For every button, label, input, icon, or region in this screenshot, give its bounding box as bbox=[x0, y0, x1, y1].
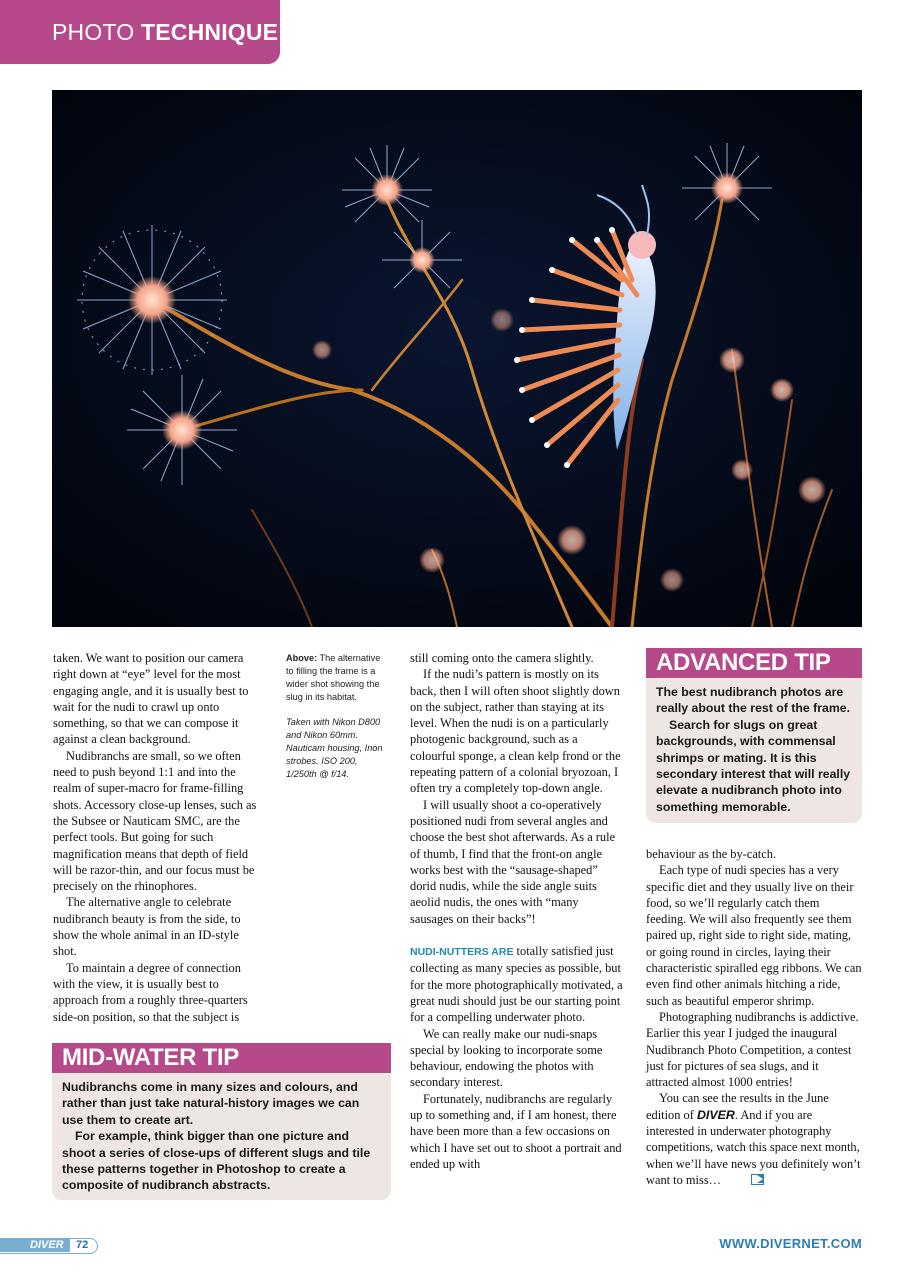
caption-lead: Above: bbox=[286, 653, 318, 663]
website-url[interactable]: WWW.DIVERNET.COM bbox=[719, 1236, 862, 1251]
tip-paragraph: The best nudibranch photos are really about the rest of the frame. bbox=[656, 685, 851, 716]
section-label-light: PHOTO bbox=[52, 19, 135, 45]
text-run: You can see the results in the June edition of bbox=[646, 1091, 829, 1122]
caption-text: The alternative to filling the frame is a wider shot showing the slug in its habitat. bbox=[286, 653, 381, 702]
section-kicker: NUDI-NUTTERS ARE bbox=[410, 946, 514, 959]
advanced-tip-title: ADVANCED TIP bbox=[646, 648, 862, 678]
magazine-name: DIVER bbox=[696, 1107, 735, 1122]
body-paragraph: Fortunately, nudibranchs are regularly up to something and, if I am honest, there have been more than a few occasions on which I have set out to shoot a portrait and ended up with bbox=[410, 1091, 622, 1171]
page-number: 72 bbox=[76, 1239, 89, 1251]
body-column-3 bbox=[410, 650, 625, 1172]
page-footer-tab bbox=[0, 1238, 98, 1254]
body-paragraph: We can really make our nudi-snaps special by looking to incorporate some behaviour, endowing the photos with secondary interest. bbox=[410, 1026, 603, 1090]
photo-caption bbox=[286, 652, 390, 781]
body-paragraph: The alternative angle to celebrate nudibranch beauty is from the side, to show the whole animal in an ID-style shot. bbox=[53, 895, 241, 959]
main-photo bbox=[52, 90, 862, 627]
body-paragraph: Nudibranchs are small, so we often need to push beyond 1:1 and into the realm of super-macro for frame-filling shots. Accessory close-up lenses, such as the Subsee or Nauticam SMC, are the perfect tools. But going for such magnification means that depth of field will be razor-thin, and our focus must be precisely on the rhinophores. bbox=[53, 748, 257, 894]
end-of-article-icon bbox=[751, 1174, 764, 1185]
footer-brand: DIVER bbox=[0, 1239, 70, 1252]
section-label-bold: TECHNIQUE bbox=[140, 19, 279, 45]
body-paragraph: If the nudi’s pattern is mostly on its back, then I will often shoot slightly down on the subject, rather than staying at its level. When the nudi is on a particularly photogenic background, such as a colourful sponge, a clean kelp frond or the repeating pattern of a colonial bryozoan, I often try a completely top-down angle. bbox=[410, 667, 621, 796]
body-paragraph: To maintain a degree of connection with the view, it is usually best to approach from a roughly three-quarters side-on position, so that the subject is bbox=[53, 960, 248, 1024]
body-paragraph: still coming onto the camera slightly. bbox=[410, 651, 594, 665]
advanced-tip-box bbox=[646, 648, 862, 823]
midwater-tip-title: MID-WATER TIP bbox=[52, 1043, 391, 1073]
body-paragraph bbox=[646, 1090, 862, 1188]
text-run: . And if you are interested in underwater photography competitions, watch this space next month, when we’ll have news you definitely won’t want to miss… bbox=[646, 1107, 861, 1187]
body-paragraph: Photographing nudibranchs is addictive. Earlier this year I judged the inaugural Nudibranch Photo Competition, a contest just for pictures of sea slugs, and it attracted almost 1000 entries! bbox=[646, 1009, 859, 1090]
body-paragraph: behaviour as the by-catch. bbox=[646, 847, 777, 861]
body-paragraph: Each type of nudi species has a very specific diet and they usually live on their food, so we’ll regularly catch them feeding. We will also frequently see them paired up, right side to right side, mating, or going round in circles, laying their characteristic spiralled egg ribbons. We can even find other animals hitching a ride, such as beautiful emperor shrimp. bbox=[646, 863, 862, 1008]
body-column-1 bbox=[53, 650, 265, 1025]
body-paragraph: taken. We want to position our camera right down at “eye” level for the most engaging angle, and it is usually best to wait for the nudi to crawl up onto something, so that we can compose it against a clean background. bbox=[53, 651, 249, 747]
body-column-4 bbox=[646, 846, 862, 1188]
body-paragraph: I will usually shoot a co-operatively positioned nudi from several angles and choose the best shot afterwards. As a rule of thumb, I find that the front-on angle works best with the “sausage-shaped” dorid nudis, while the side angle suits aeolid nudis, the ones with “many sausages on their backs”! bbox=[410, 797, 616, 926]
tip-paragraph: Search for slugs on great backgrounds, with commensal shrimps or mating. It is this secondary interest that will really elevate a nudibranch photo into something memorable. bbox=[656, 717, 851, 814]
kicker-continuation: totally satisfied just collecting as many species as possible, but for the more photographically motivated, a great nudi should just be our starting point for a compelling underwater photo. bbox=[410, 944, 623, 1025]
caption-tech-details: Taken with Nikon D800 and Nikon 60mm. Nauticam housing, Inon strobes. ISO 200, 1/250th @ f/14. bbox=[286, 717, 383, 779]
tip-paragraph: For example, think bigger than one picture and shoot a series of close-ups of different slugs and tile these patterns together in Photoshop to create a composite of nudibranch abstracts. bbox=[62, 1129, 371, 1193]
midwater-tip-box bbox=[52, 1043, 391, 1200]
section-header bbox=[0, 0, 280, 64]
nudibranch-illustration bbox=[52, 90, 862, 627]
tip-paragraph: Nudibranchs come in many sizes and colours, and rather than just take natural-history images we can use them to create art. bbox=[62, 1080, 360, 1127]
body-paragraph bbox=[410, 943, 625, 1025]
